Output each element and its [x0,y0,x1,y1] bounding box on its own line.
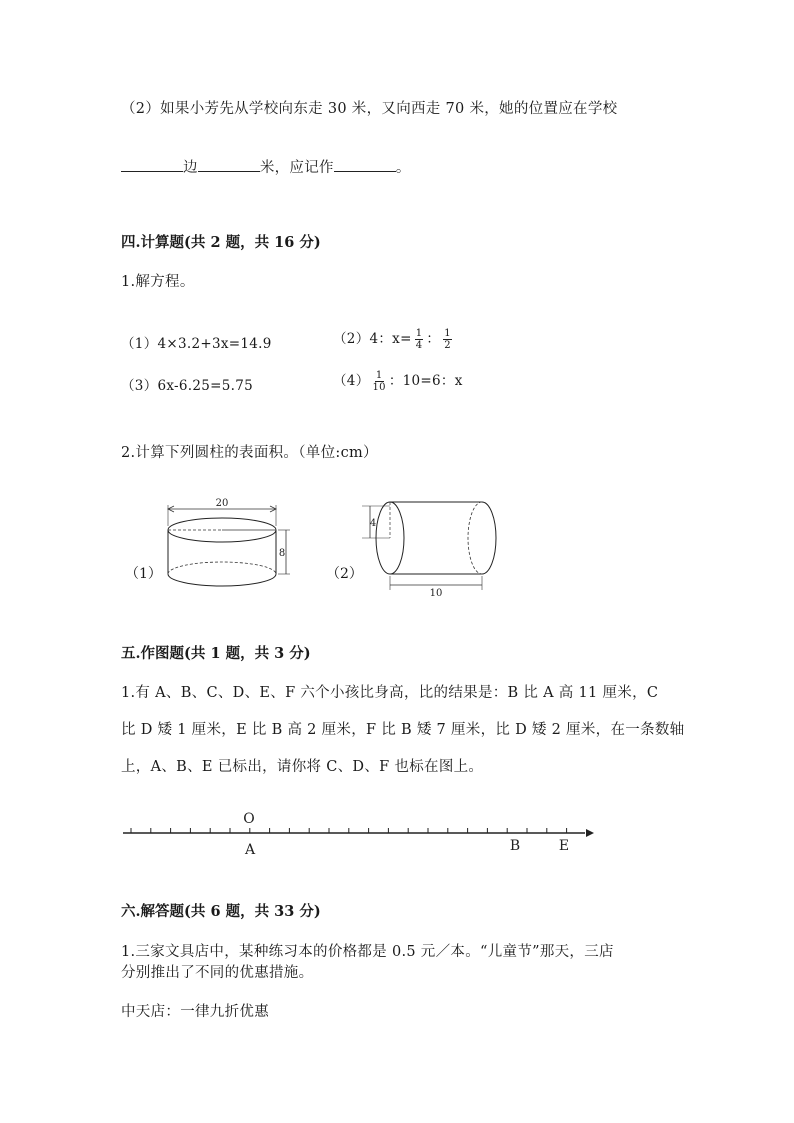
cylinder-figure-2 [360,498,510,598]
answer-blank-distance[interactable] [198,157,260,172]
cylinder-2-radius-label: 4 [369,518,377,529]
fraction-denominator: 4 [415,340,423,351]
fraction-one-quarter [415,328,424,351]
fraction-denominator: 2 [444,340,451,351]
question-6-1-line-1: 1.三家文具店中，某种练习本的价格都是 0.5 元／本。“儿童节”那天，三店 [121,944,614,960]
equation-4-suffix: ：10=6：x [388,373,463,389]
equation-3: （3）6x-6.25=5.75 [121,378,254,394]
fraction-numerator: 1 [415,328,423,339]
point-e-label: E [558,838,570,854]
question-4-1-title: 1.解方程。 [121,274,195,290]
cylinder-2-length-label: 10 [429,588,443,599]
blank-separator-side: 边 [183,160,198,176]
sentence-end: 。 [395,160,411,176]
equation-2-prefix: （2）4：x= [333,331,412,347]
question-5-1-line-3: 上，A、B、E 已标出，请你将 C、D、F 也标在图上。 [121,759,484,775]
question-4-2-title: 2.计算下列圆柱的表面积。（单位:cm） [121,445,378,461]
section-4-heading: 四.计算题(共 2 题，共 16 分) [121,234,321,251]
fraction-one-tenth [373,370,386,393]
question-3-part-2-text: （2）如果小芳先从学校向东走 30 米，又向西走 70 米，她的位置应在学校 [121,101,618,117]
number-line [120,810,600,860]
cylinder-figure-1 [160,496,300,591]
answer-blank-notation[interactable] [334,157,396,172]
question-6-1-line-3: 中天店：一律九折优惠 [121,1004,269,1020]
cylinder-1-height-label: 8 [278,548,286,559]
equation-4 [333,369,463,393]
equation-1: （1）4×3.2+3x=14.9 [121,336,272,352]
equation-4-prefix: （4） [333,373,370,389]
section-5-heading: 五.作图题(共 1 题，共 3 分) [121,645,311,662]
question-5-1-line-1: 1.有 A、B、C、D、E、F 六个小孩比身高，比的结果是：B 比 A 高 11 厘米，C [121,685,659,701]
fraction-numerator: 1 [444,328,451,339]
fill-in-line [121,156,411,177]
section-6-heading: 六.解答题(共 6 题，共 33 分) [121,903,321,920]
figure-2-label: （2） [326,566,363,582]
equation-2-colon: ： [426,331,441,347]
origin-label: O [243,811,255,827]
point-a-label: A [244,842,256,858]
fraction-numerator: 1 [375,370,383,381]
figure-1-label: （1） [125,566,162,582]
arrow-right-icon [586,829,594,837]
question-5-1-line-2: 比 D 矮 1 厘米，E 比 B 高 2 厘米，F 比 B 矮 7 厘米，比 D 矮 2 厘米，在一条数轴 [121,722,685,738]
fraction-one-half [443,328,452,351]
question-6-1-line-2: 分别推出了不同的优惠措施。 [121,965,314,981]
point-b-label: B [509,838,521,854]
cylinder-1-diameter-label: 20 [215,498,229,509]
fraction-denominator: 10 [372,382,386,393]
blank-separator-meter: 米，应记作 [259,160,334,176]
answer-blank-direction[interactable] [121,157,183,172]
equation-2 [333,327,455,351]
